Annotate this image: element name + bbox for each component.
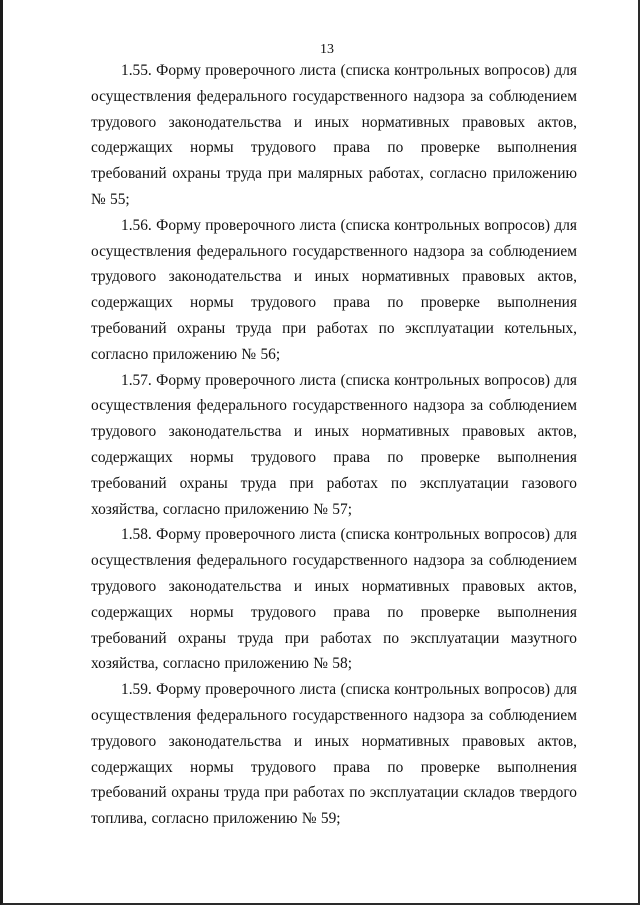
item-1-57: 1.57. Форму проверочного листа (списка контрольных вопросов) для осуществления федерального государственного надзора за соблюдением трудового законодательства и иных нормативных правовых актов, содержащих нормы трудового права по проверке выполнения требований охраны труда при работах по эксплуатации газового хозяйства, согласно приложению № 57; [91, 371, 577, 518]
item-1-55: 1.55. Форму проверочного листа (списка контрольных вопросов) для осуществления федерального государственного надзора за соблюдением трудового законодательства и иных нормативных правовых актов, содержащих нормы трудового права по проверке выполнения требований охраны труда при малярных работах, согласно приложению № 55; [91, 62, 577, 208]
page-body [91, 58, 577, 832]
page-number: 13 [320, 42, 334, 57]
item-1-59: 1.59. Форму проверочного листа (списка контрольных вопросов) для осуществления федерального государственного надзора за соблюдением трудового законодательства и иных нормативных правовых актов, содержащих нормы трудового права по проверке выполнения требований охраны труда при работах по эксплуатации складов твердого топлива, согласно приложению № 59; [91, 681, 577, 828]
item-1-56: 1.56. Форму проверочного листа (списка контрольных вопросов) для осуществления федерального государственного надзора за соблюдением трудового законодательства и иных нормативных правовых актов, содержащих нормы трудового права по проверке выполнения требований охраны труда при работах по эксплуатации котельных, согласно приложению № 56; [91, 216, 577, 363]
item-1-58: 1.58. Форму проверочного листа (списка контрольных вопросов) для осуществления федерального государственного надзора за соблюдением трудового законодательства и иных нормативных правовых актов, содержащих нормы трудового права по проверке выполнения требований охраны труда при работах по эксплуатации мазутного хозяйства, согласно приложению № 58; [91, 526, 577, 673]
